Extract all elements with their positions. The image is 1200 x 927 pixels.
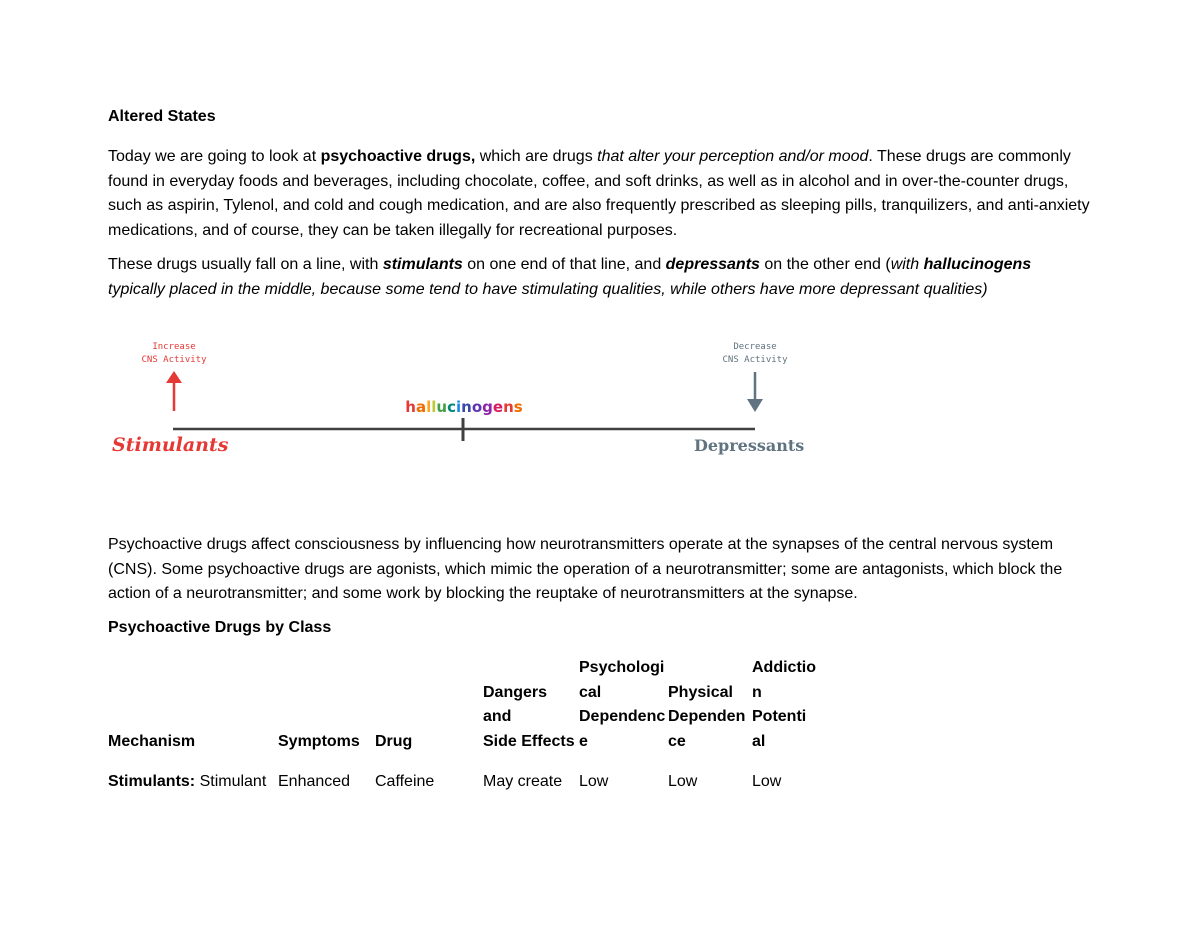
header-symptoms-line: Symptoms <box>278 732 360 750</box>
hallucinogens-letter: h <box>405 398 416 416</box>
p2-hallucinogens: hallucinogens <box>923 256 1032 273</box>
drug-continuum-diagram <box>100 335 840 465</box>
cell-dangers: May create <box>483 773 563 790</box>
header-physical-dependence-line: Dependen <box>668 708 746 725</box>
header-psych-dependence-line: Psychologi <box>579 659 665 676</box>
p1-text-a: Today we are going to look at <box>108 148 321 165</box>
decrease-label-line1: Decrease <box>733 342 777 352</box>
header-drug-line: Drug <box>375 732 413 750</box>
header-physical-dependence-line: ce <box>668 732 686 750</box>
up-arrow-icon <box>166 371 182 411</box>
header-addiction <box>752 656 822 758</box>
cell-symptoms: Enhanced <box>278 773 351 790</box>
increase-label-line2: CNS Activity <box>141 355 207 365</box>
header-dangers <box>483 656 579 758</box>
cell-mechanism-text: Stimulant <box>195 773 267 790</box>
cell-psych-dependence: Low <box>579 773 609 790</box>
mechanism-paragraph: Psychoactive drugs affect consciousness by influencing how neurotransmitters operate at the synapses of the central nervous system (CNS). Some psychoactive drugs are agonists, which mimic the operation of a neurotransmitter; some are antagonists, which block the action of a neurotransmitter; and some work by blocking the reuptake of neurotransmitters at the synapse. <box>108 536 1063 602</box>
hallucinogens-label <box>405 398 523 416</box>
header-symptoms <box>278 656 375 758</box>
header-addiction-line: Potenti <box>752 708 807 725</box>
p2-text-c: on one end of that line, and <box>462 256 666 273</box>
hallucinogens-letter: n <box>503 398 514 416</box>
cell-physical-dependence: Low <box>668 773 698 790</box>
cell-mechanism <box>108 758 278 795</box>
header-dangers-line: Dangers and <box>483 683 548 725</box>
p1-text-e: . These drugs are commonly found in everyday foods and beverages, including chocolate, coffee, and soft drinks, as well as in alcohol and in over-the-counter drugs, such as aspirin, Tylenol, and cold and cough medication, and are also frequently prescribed as sleeping pills, tranquilizers, and anti-anxiety medications, and of course, they can be taken illegally for recreational purposes. <box>108 148 1090 239</box>
p2-text-e: on the other end ( <box>759 256 891 273</box>
hallucinogens-letter: l <box>426 398 432 416</box>
p1-definition: that alter your perception and/or mood <box>597 148 869 165</box>
stimulants-label: Stimulants <box>112 434 229 456</box>
p2-stimulants: stimulants <box>382 256 463 273</box>
hallucinogens-letter: l <box>431 398 437 416</box>
header-physical-dependence-line: Physical <box>668 683 733 701</box>
header-physical-dependence <box>668 656 752 758</box>
header-psych-dependence-line: cal <box>579 683 602 701</box>
cell-mechanism-class: Stimulants: <box>108 773 196 790</box>
increase-label-line1: Increase <box>152 342 196 352</box>
continuum-paragraph <box>108 253 1068 302</box>
hallucinogens-letter: o <box>471 398 483 416</box>
hallucinogens-letter: u <box>436 398 448 416</box>
header-dangers-line: Side Effects <box>483 732 575 750</box>
depressants-label: Depressants <box>694 436 805 455</box>
p1-psychoactive-drugs: psychoactive drugs, <box>320 148 476 165</box>
cell-drug: Caffeine <box>375 773 435 790</box>
p2-text-h: typically placed in the middle, because some tend to have stimulating qualities, while others have more depressant qualities) <box>108 280 988 298</box>
hallucinogens-letter: i <box>456 398 462 416</box>
drug-class-table <box>108 656 822 795</box>
header-addiction-line: al <box>752 732 766 750</box>
down-arrow-icon <box>747 372 763 412</box>
header-addiction-line: n <box>752 683 762 701</box>
hallucinogens-letter: a <box>415 398 427 416</box>
cell-addiction: Low <box>752 773 782 790</box>
header-psych-dependence-line: e <box>579 732 588 750</box>
header-addiction-line: Addictio <box>752 659 816 676</box>
header-psych-dependence <box>579 656 668 758</box>
p2-depressants: depressants <box>665 256 760 273</box>
header-drug <box>375 656 483 758</box>
header-psych-dependence-line: Dependenc <box>579 708 666 725</box>
header-mechanism <box>108 656 278 758</box>
p2-text-a: These drugs usually fall on a line, with <box>108 256 383 273</box>
hallucinogens-letter: e <box>492 398 504 416</box>
hallucinogens-letter: n <box>461 398 472 416</box>
decrease-label-line2: CNS Activity <box>722 355 788 365</box>
document-title: Altered States <box>108 108 216 125</box>
p1-text-c: which are drugs <box>475 148 598 165</box>
header-mechanism-line: Mechanism <box>108 732 196 750</box>
hallucinogens-letter: s <box>513 398 523 416</box>
table-header-row <box>108 656 822 758</box>
hallucinogens-letter: g <box>482 398 493 416</box>
hallucinogens-letter: c <box>447 398 456 416</box>
intro-paragraph <box>108 145 1093 243</box>
section-heading: Psychoactive Drugs by Class <box>108 619 332 636</box>
table-row <box>108 758 822 795</box>
p2-text-f: with <box>890 256 924 273</box>
